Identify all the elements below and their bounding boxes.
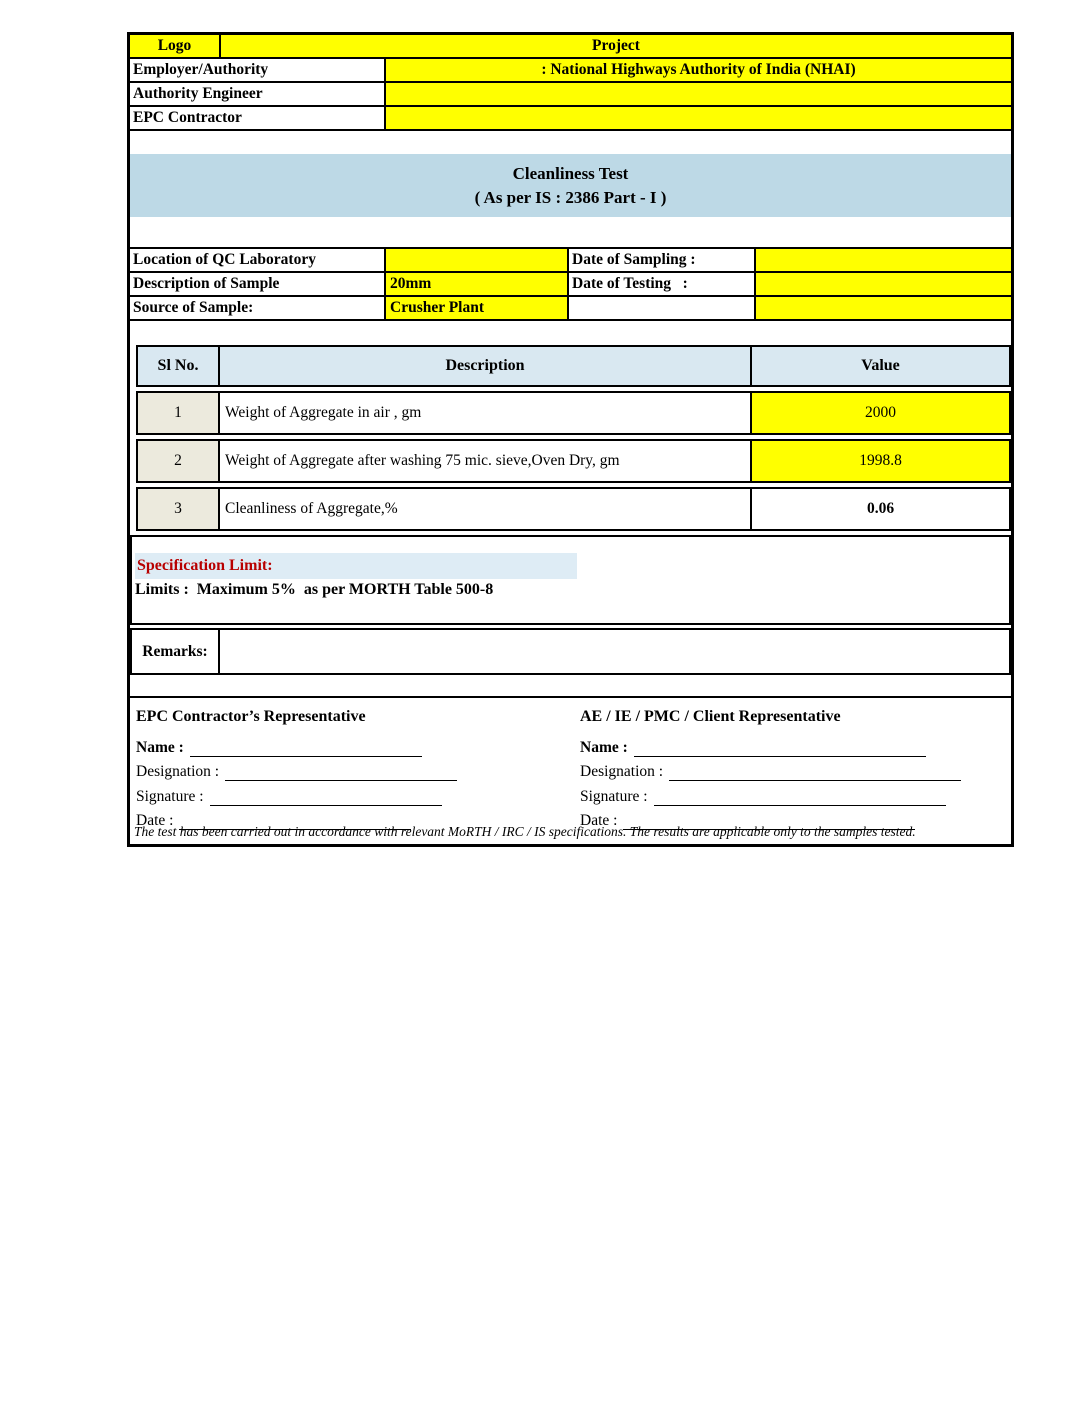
footer-disclaimer: The test has been carried out in accordance with relevant MoRTH / IRC / IS specifications. The results are applicable only to the samples tested. [134, 824, 916, 839]
specification-limit-heading: Specification Limit: [137, 557, 273, 574]
client-representative-block [580, 708, 1010, 830]
header-row-logo-project [130, 35, 1011, 59]
designation-signature-line [669, 763, 961, 781]
source-extra-value[interactable] [756, 297, 1011, 321]
info-row-description [130, 273, 1011, 297]
location-value[interactable] [386, 249, 569, 273]
specification-limit-text: Limits : Maximum 5% as per MORTH Table 500-8 [135, 581, 494, 598]
signature-signature-line [654, 788, 946, 806]
epc-signature-field [136, 781, 566, 806]
logo-cell: Logo [130, 35, 221, 59]
date-of-sampling-value[interactable] [756, 249, 1011, 273]
date-of-sampling-label: Date of Sampling : [569, 249, 756, 273]
date-label: Date : [136, 812, 174, 829]
blank-cell [569, 297, 756, 321]
table-row [136, 391, 1011, 435]
row1-description: Weight of Aggregate in air , gm [220, 393, 752, 433]
sample-info-table [130, 247, 1011, 321]
row3-description: Cleanliness of Aggregate,% [220, 489, 752, 529]
name-label: Name : [136, 738, 184, 756]
row3-value: 0.06 [866, 500, 895, 517]
spacer [130, 675, 1011, 696]
remarks-label: Remarks: [132, 630, 220, 673]
header-row-employer [130, 59, 1011, 83]
designation-label: Designation : [136, 763, 220, 780]
remarks-entry-area[interactable] [220, 630, 1009, 673]
date-label: Date : [580, 812, 618, 829]
designation-label: Designation : [580, 763, 664, 780]
header-row-epc-contractor [130, 107, 1011, 131]
description-of-sample-label: Description of Sample [130, 273, 386, 297]
test-title: Cleanliness Test [512, 164, 629, 183]
spacer [130, 321, 1011, 345]
title-banner [130, 154, 1011, 217]
row1-sl-no: 1 [138, 393, 220, 433]
test-report-document [127, 32, 1014, 847]
signature-label: Signature : [136, 787, 204, 805]
authority-engineer-label: Authority Engineer [130, 83, 386, 107]
date-of-testing-label: Date of Testing : [569, 273, 756, 297]
client-name-field [580, 732, 1010, 757]
specification-limit-strip [135, 553, 577, 579]
epc-contractor-label: EPC Contractor [130, 107, 386, 131]
row1-value[interactable]: 2000 [752, 393, 1009, 433]
location-label: Location of QC Laboratory [130, 249, 386, 273]
table-row [136, 487, 1011, 531]
epc-contractor-value[interactable] [386, 107, 1011, 131]
col-header-description: Description [220, 347, 752, 385]
col-header-value: Value [861, 357, 900, 374]
epc-designation-field [136, 757, 566, 782]
project-cell[interactable]: Project [221, 35, 1011, 59]
header-row-authority-engineer [130, 83, 1011, 107]
results-table-header [136, 345, 1011, 387]
row2-description: Weight of Aggregate after washing 75 mic. sieve,Oven Dry, gm [220, 441, 752, 481]
authority-engineer-value[interactable] [386, 83, 1011, 107]
info-row-source [130, 297, 1011, 321]
remarks-section [130, 628, 1011, 675]
source-of-sample-label: Source of Sample: [130, 297, 386, 321]
row2-sl-no: 2 [138, 441, 220, 481]
signature-signature-line [210, 788, 442, 806]
test-standard: ( As per IS : 2386 Part - I ) [474, 188, 667, 207]
source-of-sample-value[interactable]: Crusher Plant [386, 297, 569, 321]
info-row-location [130, 249, 1011, 273]
spacer [130, 131, 1011, 154]
specification-limit-section [130, 535, 1011, 625]
row2-value[interactable]: 1998.8 [752, 441, 1009, 481]
signature-label: Signature : [580, 787, 648, 805]
name-label: Name : [580, 738, 628, 756]
row3-sl-no: 3 [138, 489, 220, 529]
spacer [130, 217, 1011, 247]
client-designation-field [580, 757, 1010, 782]
designation-signature-line [225, 763, 457, 781]
table-row [136, 439, 1011, 483]
results-table [136, 345, 1011, 531]
epc-representative-block [136, 708, 566, 830]
header-table [130, 35, 1011, 131]
name-signature-line [190, 739, 422, 757]
date-of-testing-value[interactable] [756, 273, 1011, 297]
employer-authority-value[interactable]: : National Highways Authority of India (NHAI) [386, 59, 1011, 83]
client-representative-title: AE / IE / PMC / Client Representative [580, 708, 841, 725]
name-signature-line [634, 739, 926, 757]
epc-name-field [136, 732, 566, 757]
signature-section [130, 696, 1011, 844]
description-of-sample-value[interactable]: 20mm [386, 273, 569, 297]
employer-authority-label: Employer/Authority [130, 59, 386, 83]
epc-representative-title: EPC Contractor’s Representative [136, 708, 366, 725]
client-signature-field [580, 781, 1010, 806]
col-header-sl-no: Sl No. [138, 347, 220, 385]
